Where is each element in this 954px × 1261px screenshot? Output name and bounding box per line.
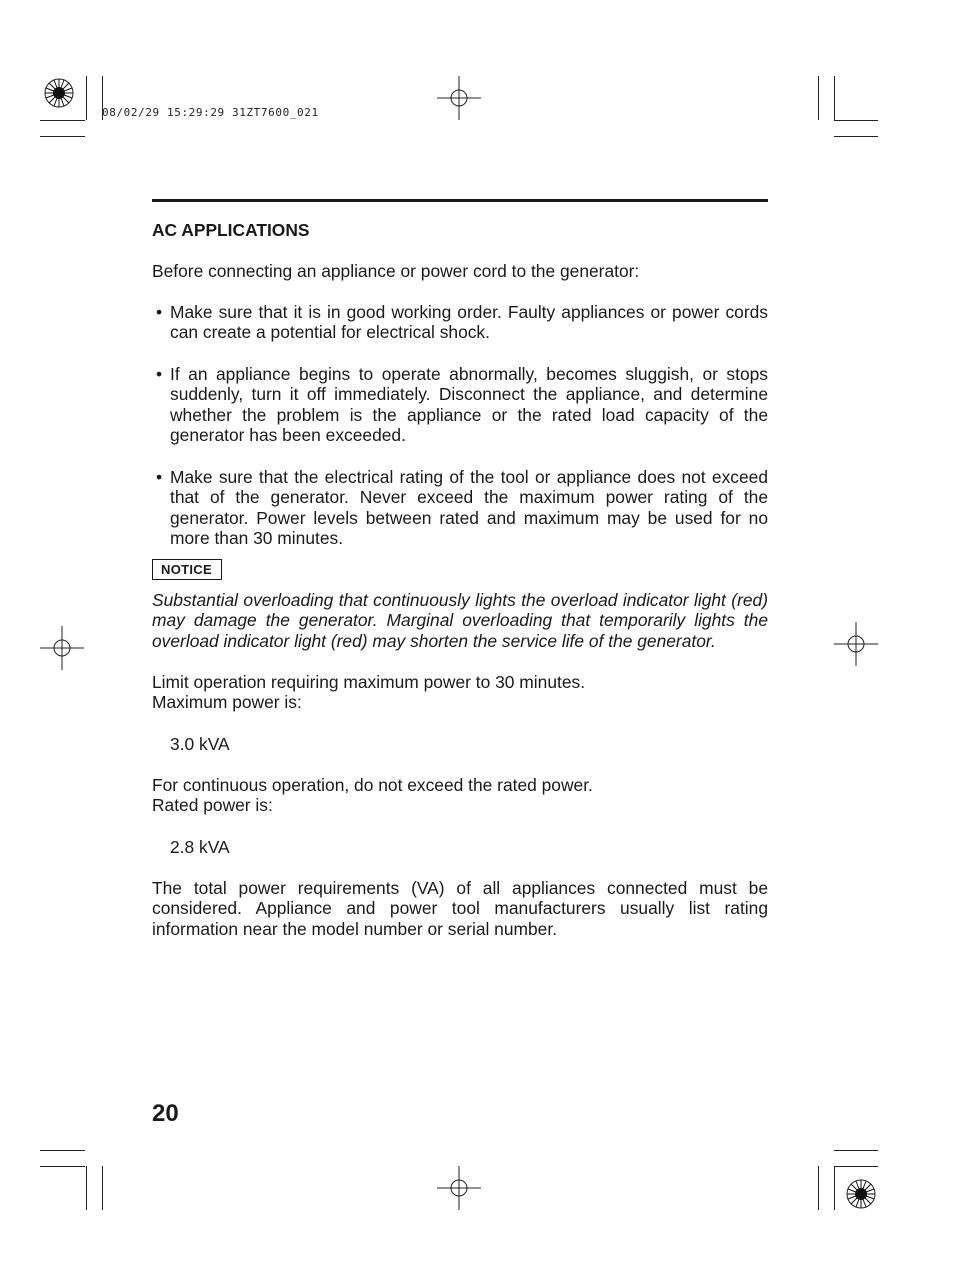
registration-target-icon <box>42 76 76 110</box>
rated-power-line: For continuous operation, do not exceed the rated power. <box>152 774 593 795</box>
bullet-icon: • <box>156 466 163 487</box>
trim-mark <box>834 1150 878 1151</box>
trim-mark <box>40 120 85 121</box>
page-number: 20 <box>152 1100 179 1127</box>
section-title: AC APPLICATIONS <box>152 220 310 240</box>
trim-mark <box>40 1166 85 1167</box>
rated-power-value: 2.8 kVA <box>170 836 230 857</box>
rated-power-info <box>152 775 768 816</box>
trim-mark <box>834 1166 878 1167</box>
trim-mark <box>834 76 835 120</box>
bullet-icon: • <box>156 301 163 322</box>
trim-mark <box>40 136 85 137</box>
bullet-icon: • <box>156 363 163 384</box>
trim-mark <box>40 1150 85 1151</box>
max-power-value: 3.0 kVA <box>170 733 230 754</box>
list-item-text: Make sure that the electrical rating of the tool or appliance does not exceed that of the generator. Never exceed the maximum power rating of the generator. Power levels between rated and maximum may be used for no more than 30 minutes. <box>170 466 768 549</box>
print-stamp: 08/02/29 15:29:29 31ZT7600_021 <box>102 106 319 119</box>
precaution-list <box>152 302 768 549</box>
notice-text: Substantial overloading that continuously lights the overload indicator light (red) may damage the generator. Marginal overloading that temporarily lights the overload indicator light (red) may shorten the service life of the generator. <box>152 589 768 651</box>
section-rule <box>152 199 768 202</box>
rated-power-label: Rated power is: <box>152 795 273 816</box>
registration-target-icon <box>844 1177 878 1211</box>
list-item <box>152 467 768 549</box>
list-item-text: If an appliance begins to operate abnormally, becomes sluggish, or stops suddenly, turn it off immediately. Disconnect the appliance, and determine whether the problem is the appliance or the rated load capacity of the generator has been exceeded. <box>170 363 768 446</box>
trim-mark <box>818 1166 819 1210</box>
list-item-text: Make sure that it is in good working order. Faulty appliances or power cords can create a potential for electrical shock. <box>170 301 768 343</box>
ac-applications-section <box>152 220 768 960</box>
notice-label: NOTICE <box>152 559 222 580</box>
trim-mark <box>86 1166 87 1210</box>
list-item <box>152 364 768 446</box>
max-power-line: Limit operation requiring maximum power to 30 minutes. <box>152 671 586 692</box>
crosshair-icon <box>437 1166 481 1210</box>
list-item <box>152 302 768 343</box>
crosshair-icon <box>834 622 878 666</box>
trim-mark <box>834 120 878 121</box>
trim-mark <box>818 76 819 120</box>
max-power-label: Maximum power is: <box>152 692 302 713</box>
crosshair-icon <box>437 76 481 120</box>
trim-mark <box>86 76 87 120</box>
trim-mark <box>102 1166 103 1210</box>
crosshair-icon <box>40 626 84 670</box>
closing-text: The total power requirements (VA) of all appliances connected must be considered. Appliance and power tool manufacturers usually list rating information near the model number or serial number. <box>152 877 768 939</box>
trim-mark <box>834 1166 835 1210</box>
trim-mark <box>834 136 878 137</box>
intro-text: Before connecting an appliance or power cord to the generator: <box>152 260 640 281</box>
max-power-info <box>152 672 768 713</box>
